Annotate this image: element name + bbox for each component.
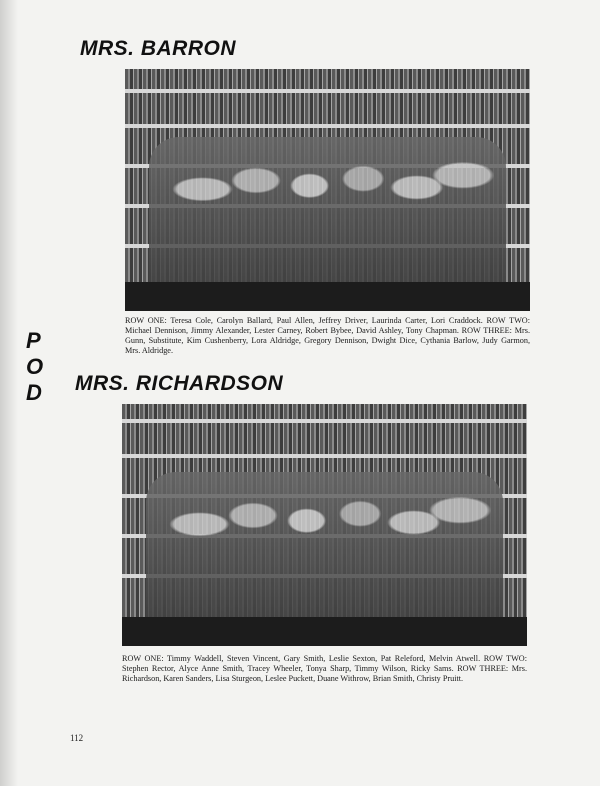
section-1-caption: ROW ONE: Teresa Cole, Carolyn Ballard, Paul Allen, Jeffrey Driver, Laurinda Carter, Lori Craddock. ROW TWO: Michael Dennison, Jimmy Alexander, Lester Carney, Robert Bybee, David Ashley, Tony Chapman. ROW THREE: Mrs. Gunn, Substitute, Kim Cushenberry, Lora Aldridge, Gregory Dennison, Dwight Dice, Cythania Barlow, Judy Garmon, Mrs. Aldridge. [125, 316, 530, 355]
pod-letter: O [26, 354, 44, 379]
page-number: 112 [70, 733, 84, 743]
pod-letter: P [26, 328, 41, 353]
pod-letter: D [26, 380, 42, 405]
pod-side-label [26, 328, 43, 406]
class-photo-richardson [122, 404, 527, 646]
page-binding-shadow [0, 0, 18, 786]
class-photo-barron [125, 69, 530, 311]
section-1-title: MRS. BARRON [80, 37, 236, 60]
section-2-caption: ROW ONE: Timmy Waddell, Steven Vincent, Gary Smith, Leslie Sexton, Pat Releford, Melvin Atwell. ROW TWO: Stephen Rector, Alyce Anne Smith, Tracey Wheeler, Tonya Sharp, Timmy Wilson, Ricky Sams. ROW THREE: Mrs. Richardson, Karen Sanders, Lisa Sturgeon, Leslee Puckett, Duane Withrow, Brian Smith, Christy Pruitt. [122, 654, 527, 683]
section-2-title: MRS. RICHARDSON [75, 372, 284, 395]
